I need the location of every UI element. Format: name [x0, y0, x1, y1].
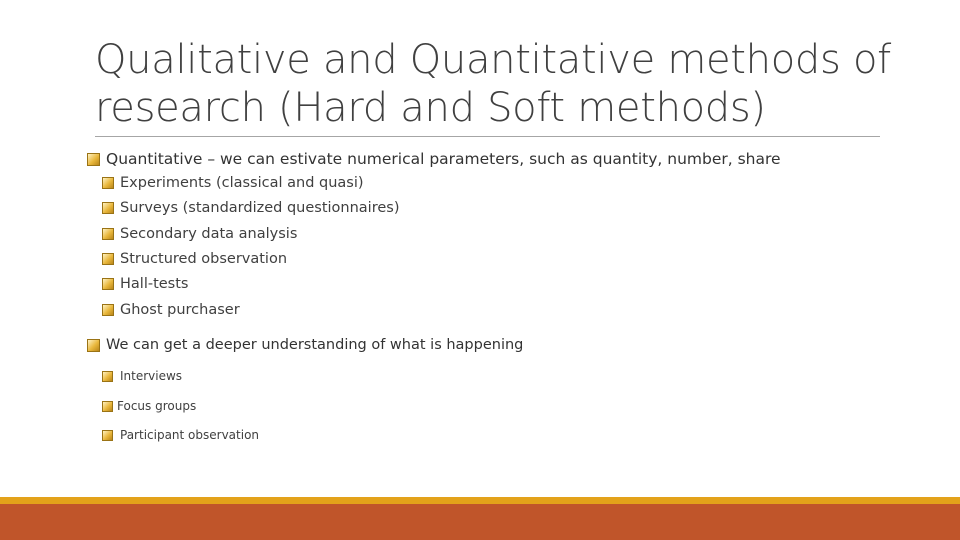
list-item [102, 251, 287, 267]
checkbox-bullet-icon [102, 430, 113, 441]
list-item-text: Hall-tests [120, 276, 189, 292]
list-item-text: Surveys (standardized questionnaires) [120, 200, 400, 216]
list-item [102, 226, 297, 242]
list-item-text: Structured observation [120, 251, 288, 267]
checkbox-bullet-icon [102, 202, 114, 214]
list-item [102, 302, 240, 318]
list-item-text: Secondary data analysis [120, 226, 298, 242]
list-item [102, 175, 364, 191]
checkbox-bullet-icon [102, 401, 113, 412]
list-item-text: Ghost purchaser [120, 302, 240, 318]
quantitative-heading [87, 150, 781, 168]
list-item-text: Interviews [120, 369, 183, 383]
title-line-1: Qualitative and Quantitative methods of [95, 37, 891, 83]
list-item [102, 428, 259, 442]
checkbox-bullet-icon [87, 153, 100, 166]
list-item [102, 369, 182, 383]
list-item [102, 276, 188, 292]
qualitative-heading-text: We can get a deeper understanding of what is happening [106, 337, 524, 353]
footer-accent-bar [0, 497, 960, 504]
checkbox-bullet-icon [102, 177, 114, 189]
list-item [102, 200, 399, 216]
footer-band [0, 504, 960, 540]
checkbox-bullet-icon [102, 278, 114, 290]
checkbox-bullet-icon [102, 253, 114, 265]
list-item-text: Experiments (classical and quasi) [120, 175, 364, 191]
checkbox-bullet-icon [87, 339, 100, 352]
slide-title [95, 36, 895, 132]
quantitative-heading-text: Quantitative – we can estivate numerical parameters, such as quantity, number, share [106, 150, 781, 168]
qualitative-heading [87, 337, 523, 353]
checkbox-bullet-icon [102, 228, 114, 240]
checkbox-bullet-icon [102, 371, 113, 382]
checkbox-bullet-icon [102, 304, 114, 316]
title-divider [95, 136, 880, 137]
title-line-2: research (Hard and Soft methods) [95, 85, 766, 131]
list-item-text: Focus groups [117, 399, 197, 413]
list-item [102, 399, 196, 413]
list-item-text: Participant observation [120, 428, 260, 442]
